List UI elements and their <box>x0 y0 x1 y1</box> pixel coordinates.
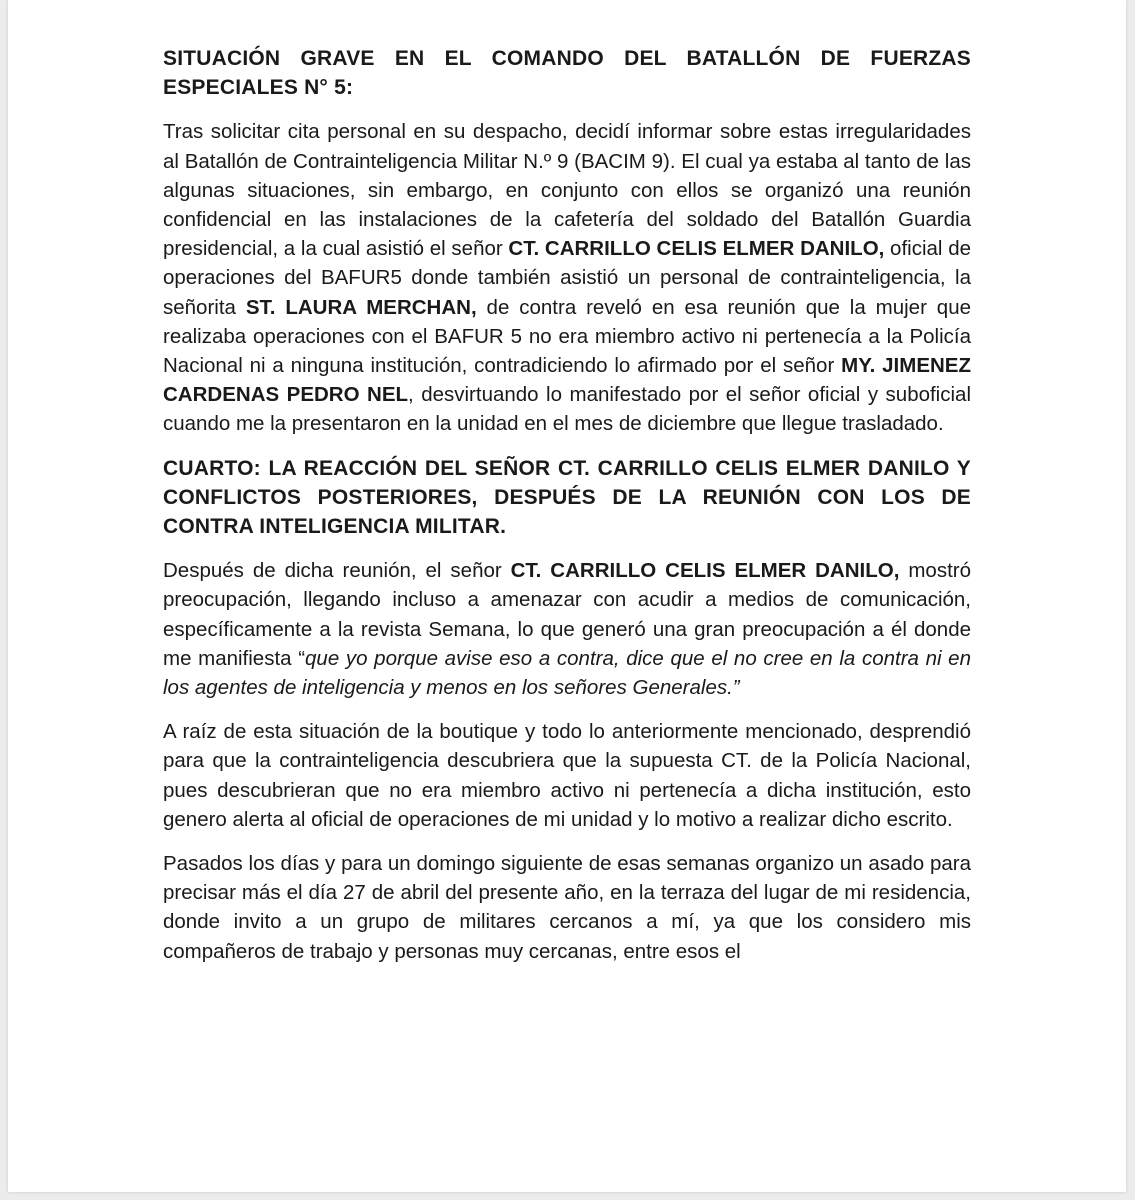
bold-name-merchan: ST. LAURA MERCHAN, <box>245 295 477 319</box>
heading-title: LA REACCIÓN DEL SEÑOR CT. CARRILLO CELIS ELMER DANILO Y CONFLICTOS POSTERIORES, DESPUÉS DE LA REUNIÓN CON LOS DE CONTRA INTELIGENCIA MILITAR. <box>163 456 971 539</box>
bold-name-carrillo: CT. CARRILLO CELIS ELMER DANILO, <box>508 237 885 261</box>
bold-name-jimenez: MY. JIMENEZ CARDENAS PEDRO NEL <box>163 354 972 407</box>
section-heading-situacion: SITUACIÓN GRAVE EN EL COMANDO DEL BATALLÓN DE FUERZAS ESPECIALES N° 5: <box>163 47 971 100</box>
document-body <box>163 44 971 981</box>
paragraph-text: oficial de operaciones del BAFUR5 donde también asistió un personal de contrainteligencia, la señorita <box>163 237 971 319</box>
paragraph-boutique: A raíz de esta situación de la boutique y todo lo anteriormente mencionado, desprendió para que la contrainteligencia descubriera que la supuesta CT. de la Policía Nacional, pues descubrieran que no era miembro activo ni pertenecía a dicha institución, esto genero alerta al oficial de operaciones de mi unidad y lo motivo a realizar dicho escrito. <box>163 720 971 831</box>
paragraph-reaccion <box>163 556 971 702</box>
section-heading-cuarto <box>163 454 971 542</box>
heading-prefix: CUARTO <box>163 456 254 480</box>
paragraph-text: Tras solicitar cita personal en su despacho, decidí informar sobre estas irregularidades al Batallón de Contrainteligencia Militar N.º 9 (BACIM 9). El cual ya estaba al tanto de las algunas situaciones, sin embargo, en conjunto con ellos se organizó una reunión confidencial en las instalaciones de la cafetería del soldado del Batallón Guardia presidencial, a la cual asistió el señor <box>163 120 971 261</box>
heading-separator: : <box>253 456 269 480</box>
paragraph-text: mostró preocupación, llegando incluso a amenazar con acudir a medios de comunicación, específicamente a la revista Semana, lo que generó una gran preocupación a él donde me manifiesta “ <box>163 559 971 670</box>
bold-name-carrillo: CT. CARRILLO CELIS ELMER DANILO, <box>510 559 900 583</box>
italic-quote: que yo porque avise eso a contra, dice que el no cree en la contra ni en los agentes de inteligencia y menos en los señores Generales.” <box>163 646 971 700</box>
paragraph-text: de contra reveló en esa reunión que la mujer que realizaba operaciones con el BAFUR 5 no era miembro activo ni pertenecía a la Policía Nacional ni a ninguna institución, contradiciendo lo afirmado por el señor <box>163 295 971 378</box>
paragraph-asado: Pasados los días y para un domingo siguiente de esas semanas organizo un asado para precisar más el día 27 de abril del presente año, en la terraza del lugar de mi residencia, donde invito a un grupo de militares cercanos a mí, ya que los considero mis compañeros de trabajo y personas muy cercanas, entre esos el <box>163 852 971 963</box>
paragraph-informe-bacim <box>163 117 971 438</box>
document-page <box>8 0 1126 1192</box>
paragraph-text: Después de dicha reunión, el señor <box>163 559 511 583</box>
paragraph-text: , desvirtuando lo manifestado por el señor oficial y suboficial cuando me la presentaron en la unidad en el mes de diciembre que llegue trasladado. <box>163 383 972 436</box>
